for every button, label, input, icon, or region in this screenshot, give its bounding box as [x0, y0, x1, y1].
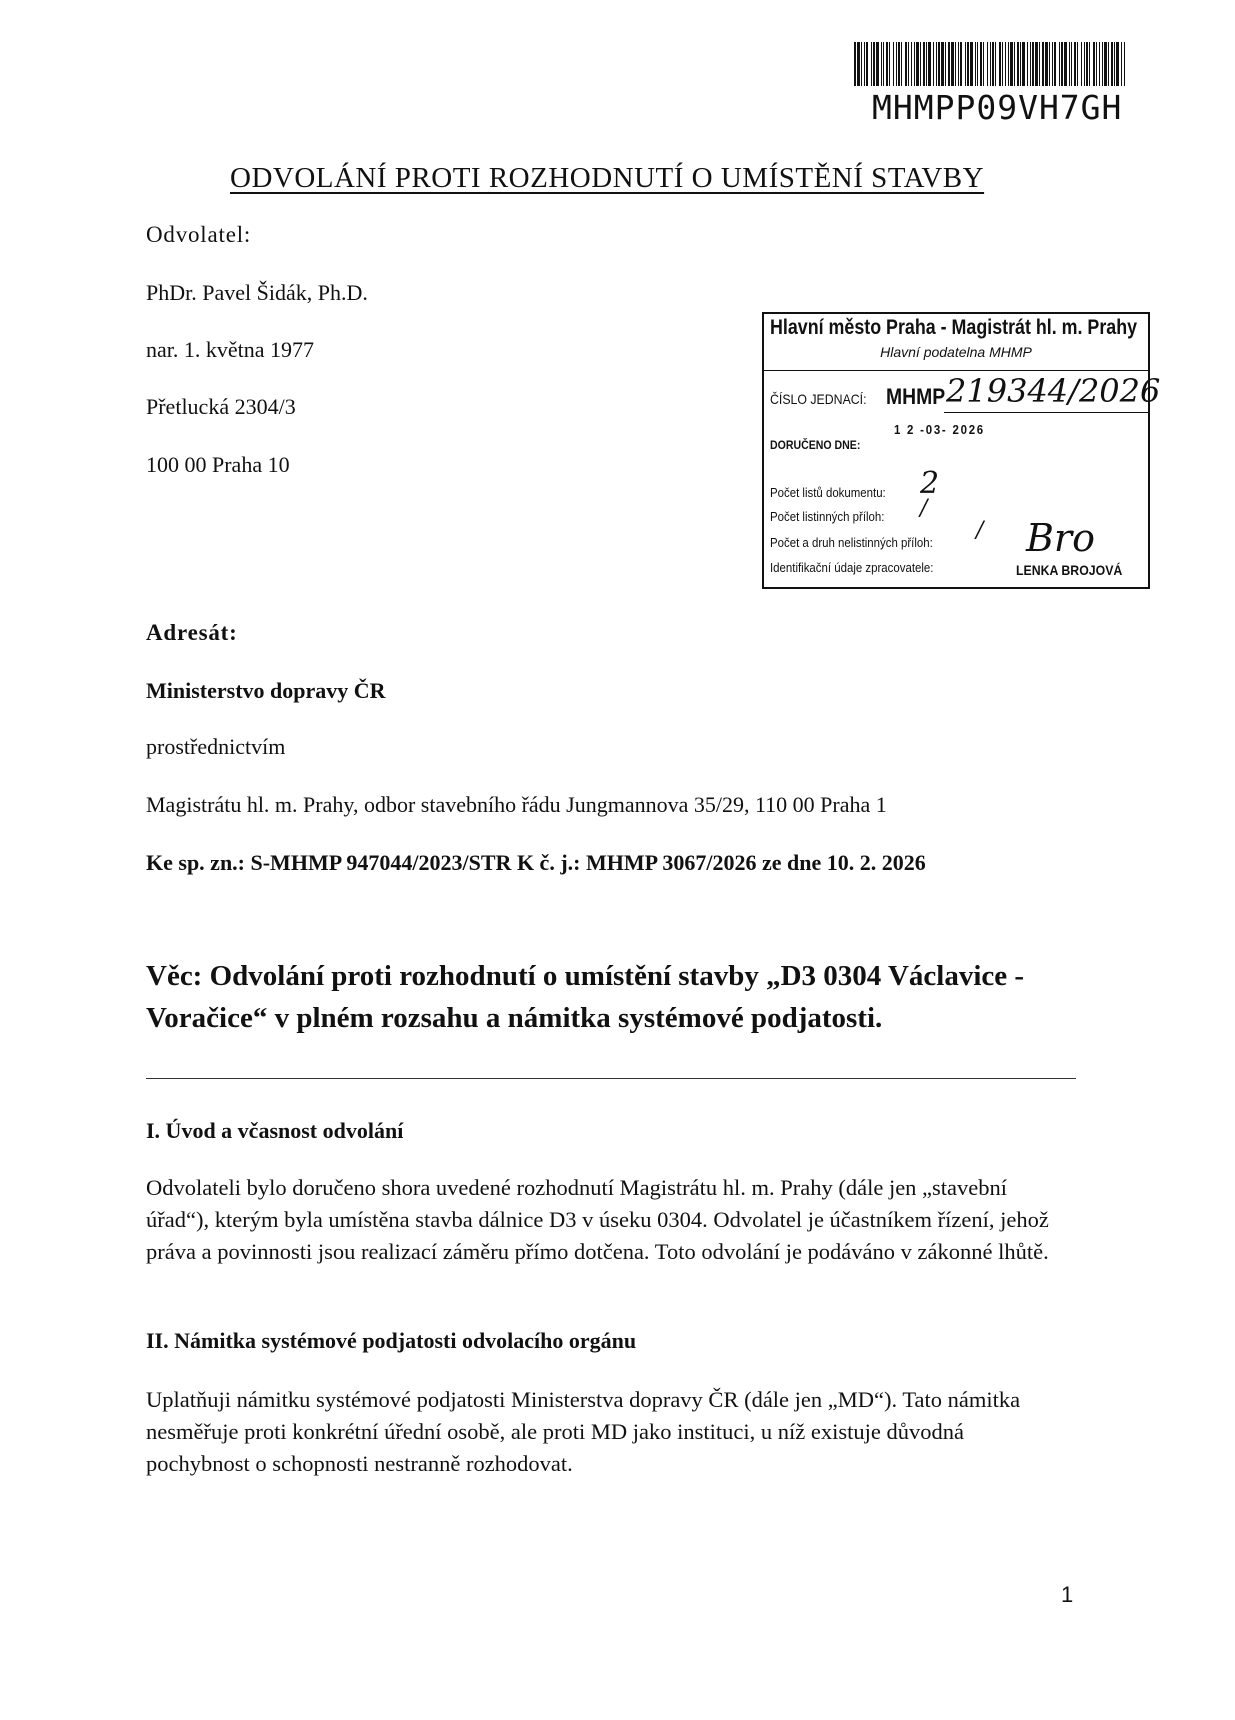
- barcode-code: MHMPP09VH7GH: [872, 88, 1123, 127]
- stamp-divider: [764, 370, 1148, 371]
- appellant-city: 100 00 Praha 10: [146, 452, 290, 477]
- barcode-bar: [1125, 42, 1126, 86]
- stamp-received-label: DORUČENO DNE:: [770, 438, 861, 452]
- stamp-sheets-label: Počet listů dokumentu:: [770, 485, 886, 500]
- stamp-ref-prefix: MHMP: [886, 384, 946, 409]
- reference-line: Ke sp. zn.: S-MHMP 947044/2023/STR K č. j.: MHMP 3067/2026 ze dne 10. 2. 2026: [146, 850, 926, 875]
- addressee-label: Adresát:: [146, 620, 238, 645]
- subject: Věc: Odvolání proti rozhodnutí o umístění stavby „D3 0304 Václavice - Voračice“ v plném rozsahu a námitka systémové podjatosti.: [146, 960, 1025, 1034]
- stamp-nonpaper-label: Počet a druh nelistinných příloh:: [770, 535, 933, 550]
- registry-stamp: [762, 312, 1161, 589]
- page-number: 1: [1061, 1582, 1074, 1607]
- stamp-attachments-handwritten: /: [920, 496, 928, 521]
- appellant-birth: nar. 1. května 1977: [146, 337, 315, 362]
- appellant-name: PhDr. Pavel Šidák, Ph.D.: [146, 280, 368, 305]
- addressee-via: prostřednictvím: [146, 734, 286, 759]
- barcode: [854, 42, 1130, 86]
- stamp-signature: Bro: [1026, 516, 1095, 560]
- stamp-subtitle: Hlavní podatelna MHMP: [880, 344, 1032, 360]
- addressee-office: Magistrátu hl. m. Prahy, odbor stavebního řádu Jungmannova 35/29, 110 00 Praha 1: [146, 792, 887, 817]
- stamp-nonpaper-handwritten: /: [976, 518, 984, 543]
- section-paragraph: Uplatňuji námitku systémové podjatosti Ministerstva dopravy ČR (dále jen „MD“). Tato námitka nesměřuje proti konkrétní úřední osobě, ale proti MD jako instituci, u níž existuje důvodná pochybnost o schopnosti nestranně rozhodovat.: [146, 1387, 1021, 1476]
- stamp-office: Hlavní město Praha - Magistrát hl. m. Prahy: [770, 316, 1138, 339]
- section-heading: I. Úvod a včasnost odvolání: [146, 1118, 404, 1143]
- section-paragraph: Odvolateli bylo doručeno shora uvedené rozhodnutí Magistrátu hl. m. Prahy (dále jen „stavební úřad“), kterým byla umístěna stavba dálnice D3 v úseku 0304. Odvolatel je účastníkem řízení, jehož práva a povinnosti jsou realizací záměru přímo dotčena. Toto odvolání je podáváno v zákonné lhůtě.: [146, 1175, 1049, 1264]
- section-heading: II. Námitka systémové podjatosti odvolacího orgánu: [146, 1328, 637, 1353]
- appellant-label: Odvolatel:: [146, 222, 252, 247]
- stamp-attachments-label: Počet listinných příloh:: [770, 509, 885, 524]
- stamp-ref-label: ČÍSLO JEDNACÍ:: [770, 391, 867, 407]
- document-title: ODVOLÁNÍ PROTI ROZHODNUTÍ O UMÍSTĚNÍ STAVBY: [230, 162, 985, 194]
- stamp-processor-name: LENKA BROJOVÁ: [1016, 562, 1123, 578]
- divider-line: [146, 1078, 1076, 1079]
- appellant-street: Přetlucká 2304/3: [146, 394, 296, 419]
- stamp-ref-underline: [944, 412, 1148, 413]
- stamp-sheets-handwritten: 2: [920, 466, 940, 501]
- addressee-ministry: Ministerstvo dopravy ČR: [146, 678, 386, 703]
- stamp-received-date: 1 2 -03- 2026: [894, 422, 985, 437]
- stamp-processor-label: Identifikační údaje zpracovatele:: [770, 560, 934, 575]
- stamp-ref-handwritten: 219344/2026: [946, 372, 1161, 410]
